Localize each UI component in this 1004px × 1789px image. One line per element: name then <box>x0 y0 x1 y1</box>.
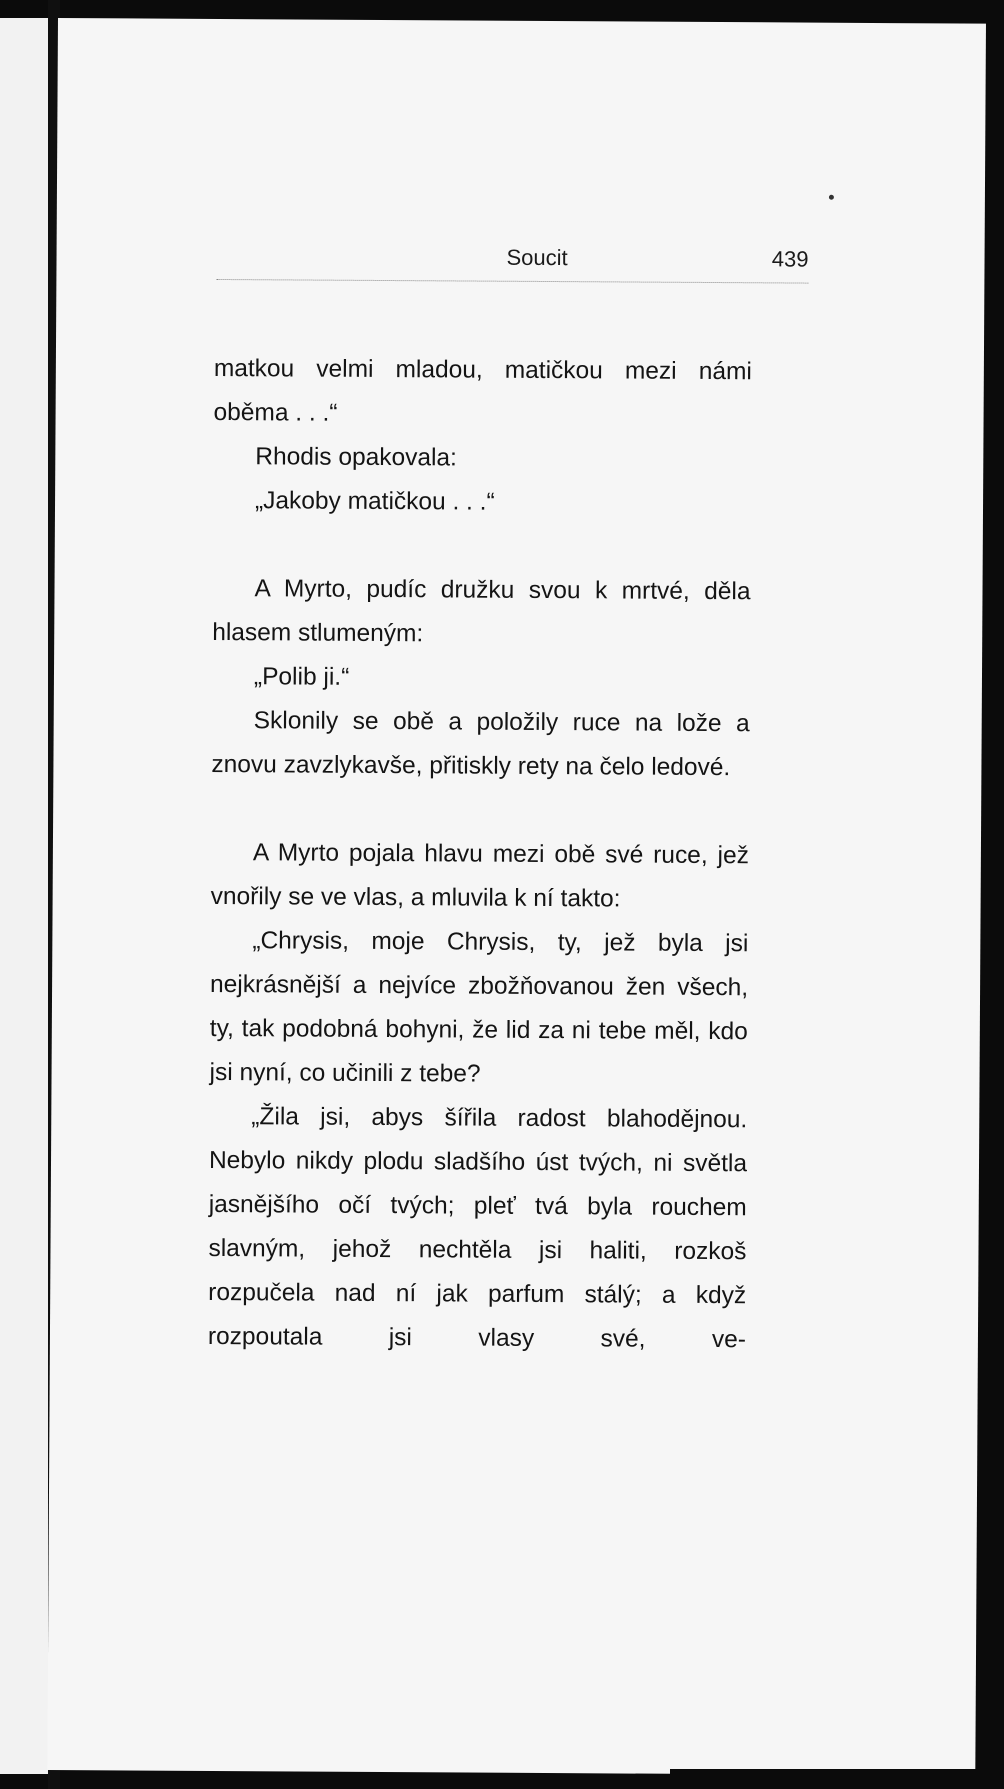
paragraph-5: „Polib ji.“ <box>253 663 350 691</box>
paragraph-2: Rhodis opakovala: <box>255 443 457 472</box>
paragraph-3: „Jakoby matičkou . . .“ <box>254 487 495 516</box>
page-number: 439 <box>771 246 809 272</box>
header-rule <box>216 279 808 284</box>
previous-page-edge <box>0 18 48 1774</box>
paragraph-8: „Chrysis, moje Chrysis, ty, jež byla jsi nejkrásnější a nejvíce zbožňovanou žen všech, ty, tak podobná bohyni, že lid za ni tebe měl, kdo jsi nyní, co učinili z tebe? <box>209 927 749 1088</box>
paragraph-4: A Myrto, pudíc družku svou k mrtvé, děla hlasem stlumeným: <box>212 575 751 648</box>
running-title: Soucit <box>506 244 568 271</box>
page-header <box>217 243 809 272</box>
ink-speck <box>829 195 834 200</box>
paragraph-6: Sklonily se obě a položily ruce na lože a znovu zavzlykavše, přitiskly rety na čelo ledové. <box>211 707 750 782</box>
scan-border <box>670 1769 1004 1789</box>
paragraph-9: „Žila jsi, abys šířila radost blahodějnou. Nebylo nikdy plodu sladšího úst tvých, ni světla jasnějšího očí tvých; pleť tvá byla rouchem slavným, jehož nechtěla jsi haliti, rozkoš rozpučela nad ní jak parfum stálý; a když rozpoutala jsi vlasy své, ve- <box>207 1103 748 1354</box>
paragraph-1: matkou velmi mladou, matičkou mezi námi oběma . . .“ <box>213 354 752 427</box>
book-page <box>47 18 986 1776</box>
body-text <box>208 347 752 1362</box>
paragraph-7: A Myrto pojala hlavu mezi obě své ruce, jež vnořily se ve vlas, a mluvila k ní takto: <box>210 839 749 913</box>
